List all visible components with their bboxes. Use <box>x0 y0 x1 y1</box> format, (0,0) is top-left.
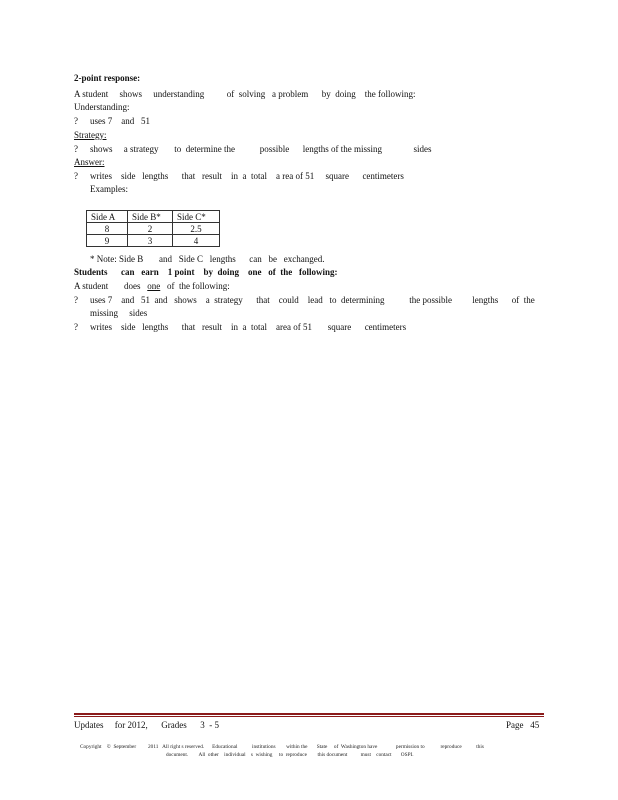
table-header-cell: Side A <box>87 211 128 223</box>
one-point-heading: Students can earn 1 point by doing one of the following: <box>74 267 338 277</box>
answer-label: Answer: <box>74 157 105 167</box>
copyright-line-2: document. All other individual s wishing to reproduce this document must contact OSPI. <box>166 752 414 758</box>
bullet: ? <box>74 295 78 305</box>
one-point-item-1: uses 7 and 51 and shows a strategy that could lead to determining the possible lengths of the <box>90 295 535 305</box>
table-cell: 9 <box>87 235 128 247</box>
examples-label: Examples: <box>90 184 128 194</box>
table-header-row <box>87 211 220 223</box>
bullet: ? <box>74 171 78 181</box>
table-row <box>87 235 220 247</box>
two-point-intro: A student shows understanding of solving a problem by doing the following: <box>74 89 416 99</box>
bullet: ? <box>74 322 78 332</box>
bullet: ? <box>74 116 78 126</box>
footer-rule <box>74 713 544 715</box>
table-cell: 8 <box>87 223 128 235</box>
one-point-item-1-cont: missing sides <box>90 308 148 318</box>
examples-table <box>86 210 220 247</box>
table-note: * Note: Side B and Side C lengths can be exchanged. <box>90 254 325 264</box>
table-row <box>87 223 220 235</box>
one-point-intro: A student does one of the following: <box>74 281 230 291</box>
table-cell: 2.5 <box>173 223 220 235</box>
answer-item: writes side lengths that result in a total a rea of 51 square centimeters <box>90 171 404 181</box>
copyright-line-1: Copyright © September 2011 All right s reserved. Educational institutions within the State of Washington have permission to reproduce this <box>80 744 484 750</box>
two-point-heading: 2-point response: <box>74 73 141 83</box>
table-header-cell: Side C* <box>173 211 220 223</box>
page-number: Page 45 <box>506 720 540 730</box>
footer-title: Updates for 2012, Grades 3 - 5 <box>74 720 219 730</box>
strategy-label: Strategy: <box>74 130 107 140</box>
table-header-cell: Side B* <box>128 211 173 223</box>
understanding-item: uses 7 and 51 <box>90 116 150 126</box>
table-cell: 4 <box>173 235 220 247</box>
table-cell: 3 <box>128 235 173 247</box>
table-cell: 2 <box>128 223 173 235</box>
understanding-label: Understanding: <box>74 102 130 112</box>
bullet: ? <box>74 144 78 154</box>
one-point-item-2: writes side lengths that result in a total area of 51 square centimeters <box>90 322 407 332</box>
footer-rule-thin <box>74 716 544 717</box>
strategy-item: shows a strategy to determine the possible lengths of the missing sides <box>90 144 432 154</box>
